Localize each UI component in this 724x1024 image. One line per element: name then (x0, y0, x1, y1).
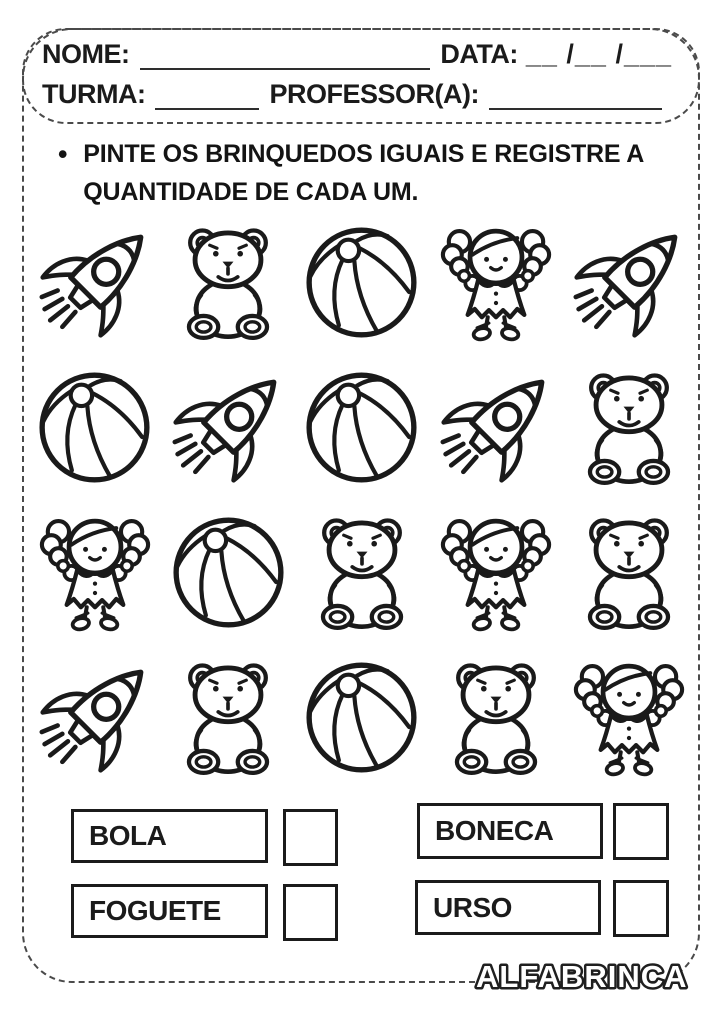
instruction-bullet: • (58, 139, 68, 169)
rocket-icon (563, 217, 695, 349)
nome-label: NOME: (42, 39, 130, 69)
rocket-icon (430, 362, 562, 494)
teddy-bear-icon (167, 219, 289, 347)
rocket-icon[interactable] (563, 217, 695, 349)
rocket-icon[interactable] (162, 362, 294, 494)
bola-label: BOLA (89, 820, 167, 851)
answer-row-boneca (417, 803, 669, 860)
boneca-label: BONECA (435, 815, 554, 846)
teddy-bear-icon (167, 654, 289, 782)
teddy-bear-icon[interactable] (301, 509, 423, 637)
header-row-1 (42, 41, 672, 70)
data-input-line[interactable]: __ /__ /___ (525, 39, 672, 69)
doll-icon (570, 653, 688, 783)
professor-input-line[interactable] (489, 82, 662, 110)
turma-label: TURMA: (42, 79, 146, 109)
doll-icon (36, 508, 154, 638)
teddy-bear-icon (301, 509, 423, 637)
beach-ball-icon (302, 368, 421, 487)
beach-ball-icon (302, 223, 421, 342)
answer-row-foguete (71, 884, 338, 941)
boneca-count-box[interactable] (613, 803, 669, 860)
teddy-bear-icon[interactable] (568, 364, 690, 492)
foguete-label: FOGUETE (89, 895, 221, 926)
rocket-icon (29, 217, 161, 349)
teddy-bear-icon[interactable] (167, 219, 289, 347)
boneca-label-box (417, 803, 603, 859)
doll-icon (437, 508, 555, 638)
answer-row-bola (71, 809, 338, 866)
teddy-bear-icon[interactable] (167, 654, 289, 782)
foguete-label-box (71, 884, 268, 938)
instruction-text (83, 136, 644, 211)
doll-icon[interactable] (570, 653, 688, 783)
teddy-bear-icon (568, 364, 690, 492)
beach-ball-icon[interactable] (169, 513, 288, 632)
answer-row-urso (415, 880, 669, 937)
toy-grid (28, 210, 696, 790)
rocket-icon (162, 362, 294, 494)
teddy-bear-icon[interactable] (568, 509, 690, 637)
brand-logo (468, 954, 708, 1000)
teddy-bear-icon (435, 654, 557, 782)
instruction-line-2: QUANTIDADE DE CADA UM. (83, 177, 419, 206)
rocket-icon[interactable] (29, 217, 161, 349)
foguete-count-box[interactable] (283, 884, 338, 941)
urso-label-box (415, 880, 601, 935)
beach-ball-icon (169, 513, 288, 632)
doll-icon (437, 218, 555, 348)
turma-input-line[interactable] (155, 82, 259, 110)
rocket-icon[interactable] (29, 652, 161, 784)
teddy-bear-icon (568, 509, 690, 637)
header-row-2 (42, 81, 672, 110)
rocket-icon[interactable] (430, 362, 562, 494)
beach-ball-icon[interactable] (302, 223, 421, 342)
data-label: DATA: (440, 39, 518, 69)
urso-count-box[interactable] (613, 880, 669, 937)
beach-ball-icon[interactable] (35, 368, 154, 487)
doll-icon[interactable] (36, 508, 154, 638)
instruction-line-1: PINTE OS BRINQUEDOS IGUAIS E REGISTRE A (83, 140, 645, 168)
bola-count-box[interactable] (283, 809, 338, 866)
beach-ball-icon[interactable] (302, 658, 421, 777)
header-box (22, 28, 700, 124)
doll-icon[interactable] (437, 218, 555, 348)
doll-icon[interactable] (437, 508, 555, 638)
teddy-bear-icon[interactable] (435, 654, 557, 782)
rocket-icon (29, 652, 161, 784)
bola-label-box (71, 809, 268, 863)
instruction (58, 136, 658, 211)
urso-label: URSO (433, 891, 512, 923)
professor-label: PROFESSOR(A): (269, 79, 479, 109)
beach-ball-icon[interactable] (302, 368, 421, 487)
beach-ball-icon (302, 658, 421, 777)
nome-input-line[interactable] (140, 42, 431, 70)
beach-ball-icon (35, 368, 154, 487)
brand-text: ALFABRINCA (476, 959, 688, 994)
